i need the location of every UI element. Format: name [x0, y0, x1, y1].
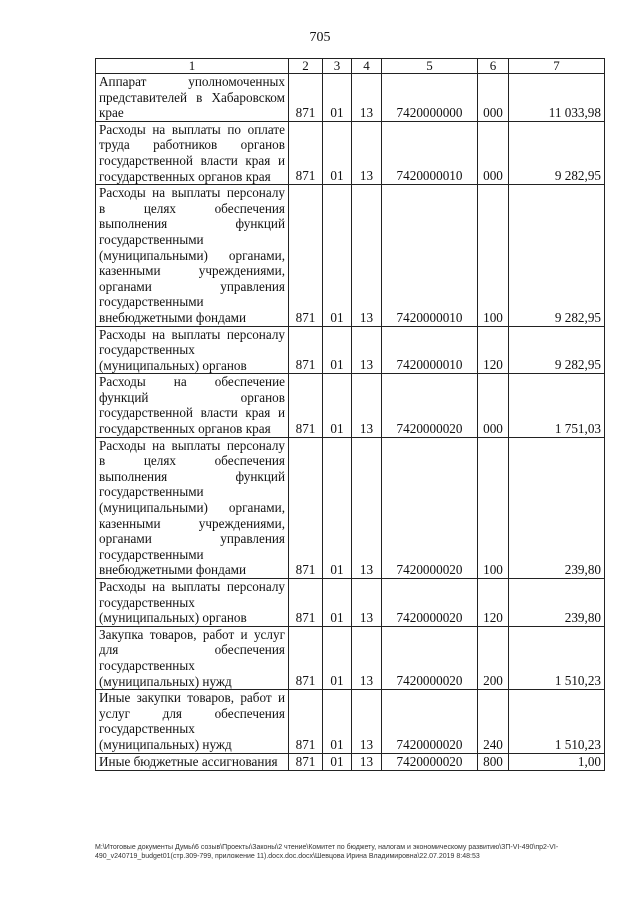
row-target-article: 7420000020 [382, 374, 478, 437]
row-target-article: 7420000020 [382, 437, 478, 578]
row-target-article: 7420000020 [382, 690, 478, 753]
row-section-code: 01 [323, 74, 352, 122]
row-expense-type: 240 [478, 690, 509, 753]
document-path-footer: M:\Итоговые документы Думы\6 созыв\Проекты\Законы\2 чтение\Комитет по бюджету, налогам и экономическому развитию\ЗП-VI-490\пр2-VI-490_v240719_budget01(стр.309-799, приложение 11).docx.doc.docx\Шевцова Ирина Владимировна\22.07.2019 8:48:53 [95, 844, 559, 860]
row-name: Расходы на выплаты персоналу в целях обеспечения выполнения функций государственными (муниципальными) органами, казенными учреждениями, органами управления государственными внебюджетными фондами [96, 185, 289, 326]
row-name: Расходы на выплаты персоналу государственных (муниципальных) органов [96, 326, 289, 374]
table-row [96, 326, 605, 374]
row-subsection-code: 13 [352, 579, 382, 627]
row-ministry-code: 871 [289, 579, 323, 627]
row-amount: 9 282,95 [509, 121, 605, 184]
row-amount: 9 282,95 [509, 185, 605, 326]
row-name: Иные закупки товаров, работ и услуг для обеспечения государственных (муниципальных) нужд [96, 690, 289, 753]
row-subsection-code: 13 [352, 121, 382, 184]
row-amount: 1 510,23 [509, 626, 605, 689]
row-expense-type: 800 [478, 753, 509, 770]
row-subsection-code: 13 [352, 74, 382, 122]
row-section-code: 01 [323, 326, 352, 374]
row-subsection-code: 13 [352, 437, 382, 578]
row-ministry-code: 871 [289, 374, 323, 437]
column-header: 2 [289, 59, 323, 74]
column-header: 3 [323, 59, 352, 74]
row-name: Расходы на выплаты по оплате труда работников органов государственной власти края и государственных органов края [96, 121, 289, 184]
table-row [96, 374, 605, 437]
row-ministry-code: 871 [289, 326, 323, 374]
row-section-code: 01 [323, 437, 352, 578]
row-amount: 11 033,98 [509, 74, 605, 122]
row-name: Аппарат уполномоченных представителей в Хабаровском крае [96, 74, 289, 122]
row-amount: 1 510,23 [509, 690, 605, 753]
table-header-row [96, 59, 605, 74]
row-amount: 1 751,03 [509, 374, 605, 437]
row-amount: 9 282,95 [509, 326, 605, 374]
column-header: 4 [352, 59, 382, 74]
row-target-article: 7420000010 [382, 326, 478, 374]
row-section-code: 01 [323, 753, 352, 770]
row-section-code: 01 [323, 185, 352, 326]
row-expense-type: 100 [478, 437, 509, 578]
row-ministry-code: 871 [289, 121, 323, 184]
row-subsection-code: 13 [352, 326, 382, 374]
column-header: 6 [478, 59, 509, 74]
column-header: 1 [96, 59, 289, 74]
row-ministry-code: 871 [289, 74, 323, 122]
table-row [96, 185, 605, 326]
row-target-article: 7420000020 [382, 626, 478, 689]
row-expense-type: 100 [478, 185, 509, 326]
budget-table [95, 58, 605, 771]
row-section-code: 01 [323, 121, 352, 184]
row-expense-type: 000 [478, 121, 509, 184]
row-amount: 1,00 [509, 753, 605, 770]
page-number: 705 [309, 30, 331, 45]
row-section-code: 01 [323, 626, 352, 689]
table-row [96, 121, 605, 184]
table-row [96, 753, 605, 770]
row-expense-type: 000 [478, 374, 509, 437]
table-row [96, 626, 605, 689]
row-subsection-code: 13 [352, 185, 382, 326]
row-target-article: 7420000000 [382, 74, 478, 122]
column-header: 7 [509, 59, 605, 74]
row-ministry-code: 871 [289, 185, 323, 326]
row-subsection-code: 13 [352, 753, 382, 770]
row-ministry-code: 871 [289, 626, 323, 689]
table-row [96, 74, 605, 122]
row-target-article: 7420000010 [382, 121, 478, 184]
table-row [96, 579, 605, 627]
row-expense-type: 000 [478, 74, 509, 122]
row-name: Расходы на выплаты персоналу государственных (муниципальных) органов [96, 579, 289, 627]
column-header: 5 [382, 59, 478, 74]
table-row [96, 690, 605, 753]
row-ministry-code: 871 [289, 753, 323, 770]
row-subsection-code: 13 [352, 626, 382, 689]
table-row [96, 437, 605, 578]
row-name: Иные бюджетные ассигнования [96, 753, 289, 770]
row-expense-type: 120 [478, 579, 509, 627]
row-amount: 239,80 [509, 579, 605, 627]
row-section-code: 01 [323, 374, 352, 437]
row-ministry-code: 871 [289, 690, 323, 753]
row-subsection-code: 13 [352, 374, 382, 437]
row-name: Закупка товаров, работ и услуг для обеспечения государственных (муниципальных) нужд [96, 626, 289, 689]
row-target-article: 7420000020 [382, 753, 478, 770]
row-target-article: 7420000020 [382, 579, 478, 627]
row-amount: 239,80 [509, 437, 605, 578]
row-expense-type: 200 [478, 626, 509, 689]
row-expense-type: 120 [478, 326, 509, 374]
row-target-article: 7420000010 [382, 185, 478, 326]
row-name: Расходы на выплаты персоналу в целях обеспечения выполнения функций государственными (муниципальными) органами, казенными учреждениями, органами управления государственными внебюджетными фондами [96, 437, 289, 578]
row-section-code: 01 [323, 690, 352, 753]
row-ministry-code: 871 [289, 437, 323, 578]
row-subsection-code: 13 [352, 690, 382, 753]
row-name: Расходы на обеспечение функций органов государственной власти края и государственных органов края [96, 374, 289, 437]
row-section-code: 01 [323, 579, 352, 627]
